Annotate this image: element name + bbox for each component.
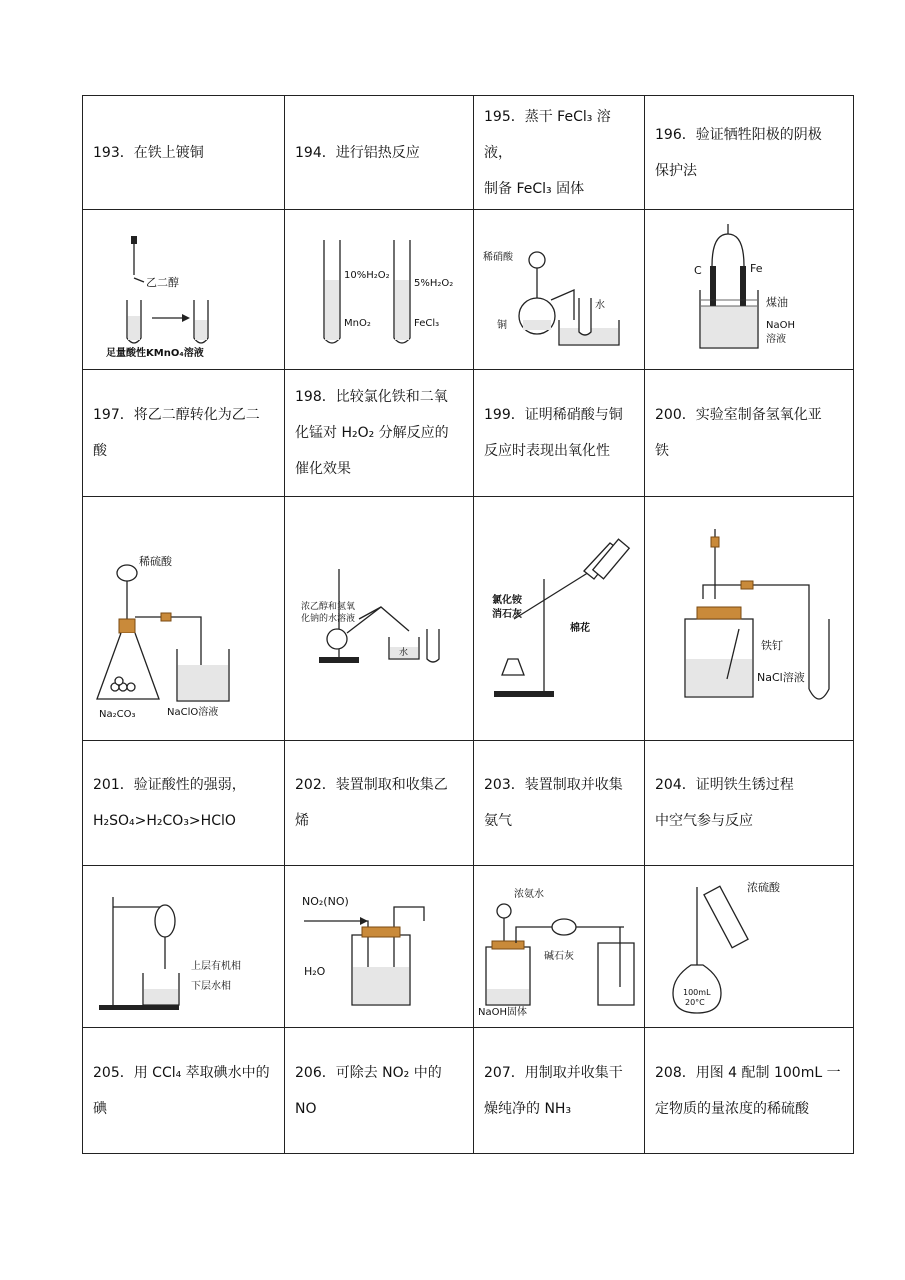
figure-label: 化钠的水溶液 [301, 613, 356, 624]
dilute-nitric-copper-figure [479, 220, 639, 360]
figure-label: H₂O [304, 964, 326, 978]
figure-cell-203 [474, 497, 645, 741]
figure-label: 10%H₂O₂ [344, 269, 390, 281]
figure-cell-205 [83, 866, 285, 1028]
figure-label: 水 [595, 299, 605, 311]
question-cell-197: 197．将乙二醇转化为乙二 酸 [83, 370, 285, 497]
figure-label: 浓乙醇和氢氧 [301, 601, 356, 612]
question-cell-194: 194．进行铝热反应 [285, 96, 474, 210]
ccl4-extraction-figure [89, 877, 279, 1017]
sacrificial-anode-figure [654, 220, 844, 360]
question-cell-198: 198．比较氯化铁和二氧 化锰对 H₂O₂ 分解反应的 催化效果 [285, 370, 474, 497]
figure-label: FeCl₃ [414, 317, 440, 329]
acid-strength-figure [89, 509, 279, 729]
figure-cell-193 [83, 210, 285, 370]
volumetric-flask-figure [649, 877, 849, 1017]
question-cell-208: 208．用图 4 配制 100mL 一 定物质的量浓度的稀硫酸 [645, 1028, 854, 1154]
figure-label: 乙二醇 [145, 275, 179, 289]
figure-label: 浓硫酸 [747, 880, 780, 894]
question-cell-202: 202．装置制取和收集乙 烯 [285, 741, 474, 866]
figure-label: C [694, 263, 702, 277]
figure-cell-208 [645, 866, 854, 1028]
question-cell-201: 201．验证酸性的强弱， H₂SO₄>H₂CO₃>HClO [83, 741, 285, 866]
figure-label: NaClO溶液 [166, 706, 218, 718]
figure-label: 煤油 [766, 295, 788, 309]
figure-label: 稀硝酸 [483, 251, 513, 263]
figure-label: 铁钉 [761, 638, 783, 652]
figure-cell-204 [645, 497, 854, 741]
question-row [83, 370, 854, 497]
figure-label: Fe [750, 261, 763, 275]
question-cell-205: 205．用 CCl₄ 萃取碘水中的 碘 [83, 1028, 285, 1154]
figure-row [83, 210, 854, 370]
question-cell-195: 195．蒸干 FeCl₃ 溶液， 制备 FeCl₃ 固体 [474, 96, 645, 210]
kmno4-test-tube-figure [94, 220, 274, 360]
figure-cell-202 [285, 497, 474, 741]
figure-label: 下层水相 [190, 980, 231, 992]
figure-cell-196 [645, 210, 854, 370]
figure-row [83, 866, 854, 1028]
figure-label: 20°C [685, 997, 705, 1007]
figure-label: 水 [399, 647, 409, 658]
question-row [83, 741, 854, 866]
question-row [83, 96, 854, 210]
question-cell-196: 196．验证牺牲阳极的阴极 保护法 [645, 96, 854, 210]
figure-label: NaOH固体 [478, 1006, 527, 1017]
ammonia-prep-figure [474, 509, 644, 729]
question-cell-204: 204．证明铁生锈过程 中空气参与反应 [645, 741, 854, 866]
figure-label: MnO₂ [344, 317, 371, 329]
figure-label: 氯化铵 [492, 594, 522, 606]
figure-cell-194 [285, 210, 474, 370]
ethylene-prep-figure [289, 509, 469, 729]
question-cell-193: 193．在铁上镀铜 [83, 96, 285, 210]
figure-label: 浓氨水 [514, 888, 544, 900]
figure-cell-206 [285, 866, 474, 1028]
figure-label: 棉花 [570, 622, 590, 634]
figure-cell-201 [83, 497, 285, 741]
no2-wash-bottle-figure [294, 877, 464, 1017]
question-cell-203: 203．装置制取并收集 氨气 [474, 741, 645, 866]
figure-label: 足量酸性KMnO₄溶液 [105, 347, 204, 359]
question-cell-206: 206．可除去 NO₂ 中的 NO [285, 1028, 474, 1154]
figure-label: 5%H₂O₂ [414, 277, 454, 289]
h2o2-catalyst-figure [294, 220, 464, 360]
question-cell-199: 199．证明稀硝酸与铜 反应时表现出氧化性 [474, 370, 645, 497]
iron-rust-figure [649, 509, 849, 729]
figure-label: 上层有机相 [190, 960, 241, 972]
figure-label: 消石灰 [492, 608, 522, 620]
question-row [83, 1028, 854, 1154]
figure-label: 溶液 [766, 333, 786, 345]
figure-label: 碱石灰 [544, 950, 574, 962]
figure-cell-207 [474, 866, 645, 1028]
figure-label: Na₂CO₃ [98, 708, 135, 720]
figure-label: NaCl溶液 [757, 670, 805, 684]
figure-label: 100mL [683, 987, 711, 997]
question-cell-200: 200．实验室制备氢氧化亚 铁 [645, 370, 854, 497]
question-cell-207: 207．用制取并收集干 燥纯净的 NH₃ [474, 1028, 645, 1154]
figure-label: 稀硫酸 [138, 554, 172, 568]
figure-label: NaOH [766, 319, 795, 331]
figure-label: NO₂(NO) [302, 894, 349, 908]
figure-cell-195 [474, 210, 645, 370]
experiment-table [82, 95, 854, 1154]
figure-label: 铜 [497, 319, 507, 331]
nh3-collect-figure [474, 877, 644, 1017]
figure-row [83, 497, 854, 741]
